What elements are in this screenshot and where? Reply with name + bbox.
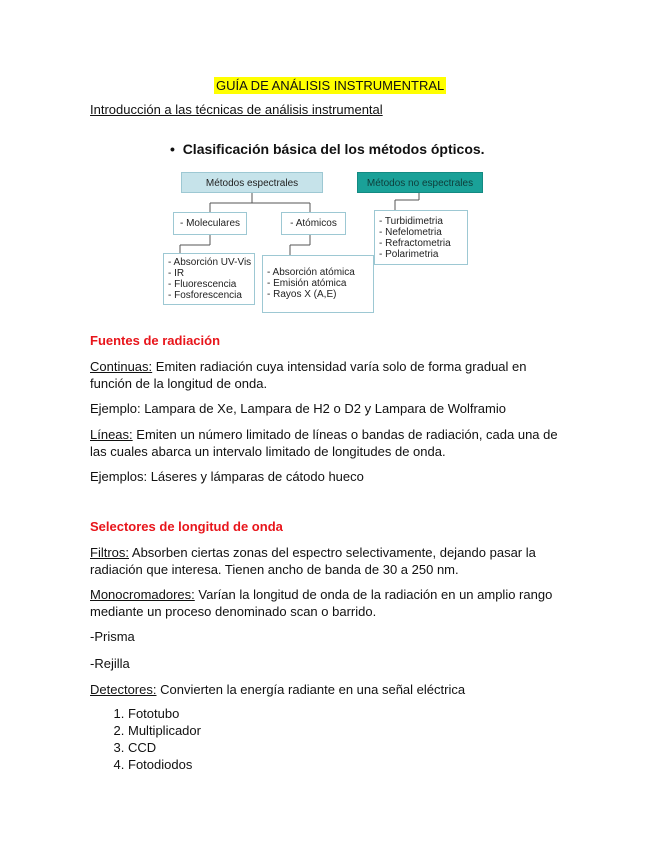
lineas-paragraph: [90, 426, 558, 460]
lineas-text-2: las cuales abarca un intervalo limitado de longitudes de onda.: [90, 444, 446, 459]
list-item: 4. Fotodiodos: [128, 756, 201, 773]
detectores-text: Convierten la energía radiante en una señal eléctrica: [156, 682, 466, 697]
diagram-title-text: Clasificación básica del los métodos ópticos.: [182, 141, 485, 157]
continuas-text-1: Emiten radiación cuya intensidad varía solo de forma gradual en: [152, 359, 527, 374]
filtros-text-2: radiación que interesa. Tienen ancho de banda de 30 a 250 nm.: [90, 562, 459, 577]
detectores-paragraph: [90, 681, 465, 698]
selectores-heading: Selectores de longitud de onda: [90, 519, 283, 534]
filtros-label: Filtros:: [90, 545, 129, 560]
bullet: •: [170, 141, 175, 157]
metodos-no-espectrales-box: Métodos no espectrales: [357, 172, 483, 193]
list-item: - Fosforescencia: [168, 290, 242, 301]
monocromadores-text-1: Varían la longitud de onda de la radiación en un amplio rango: [194, 587, 553, 602]
monocromadores-paragraph: [90, 586, 552, 620]
rejilla-item: -Rejilla: [90, 656, 130, 671]
list-item: - Turbidimetria: [379, 216, 443, 227]
list-item: - Rayos X (A,E): [267, 289, 337, 300]
ejemplo-1: Ejemplo: Lampara de Xe, Lampara de H2 o D2 y Lampara de Wolframio: [90, 401, 506, 416]
list-item: - Absorción atómica: [267, 267, 355, 278]
list-item: - Absorción UV-Vis: [168, 257, 252, 268]
atomicos-box: - Atómicos: [281, 212, 346, 235]
list-item: 2. Multiplicador: [128, 722, 201, 739]
detectores-list: [108, 705, 201, 773]
lineas-text-1: Emiten un número limitado de líneas o bandas de radiación, cada una de: [132, 427, 558, 442]
monocromadores-text-2: mediante un proceso denominado scan o barrido.: [90, 604, 377, 619]
lineas-label: Líneas:: [90, 427, 133, 442]
metodos-espectrales-box: Métodos espectrales: [181, 172, 323, 193]
list-item: - Emisión atómica: [267, 278, 347, 289]
ejemplos-2: Ejemplos: Láseres y lámparas de cátodo hueco: [90, 469, 364, 484]
no-espectrales-list: [374, 210, 468, 265]
filtros-text-1: Absorben ciertas zonas del espectro selectivamente, dejando pasar la: [129, 545, 536, 560]
list-item: - Nefelometria: [379, 227, 442, 238]
prisma-item: -Prisma: [90, 629, 135, 644]
continuas-text-2: función de la longitud de onda.: [90, 376, 268, 391]
list-item: 3. CCD: [128, 739, 201, 756]
list-item: - IR: [168, 268, 185, 279]
filtros-paragraph: [90, 544, 536, 578]
list-item: - Polarimetria: [379, 249, 439, 260]
fuentes-heading: Fuentes de radiación: [90, 333, 221, 348]
continuas-label: Continuas:: [90, 359, 153, 374]
list-item: - Refractometria: [379, 238, 451, 249]
moleculares-list: [163, 253, 255, 305]
atomicos-list: [262, 255, 374, 313]
moleculares-box: - Moleculares: [173, 212, 247, 235]
detectores-label: Detectores:: [90, 682, 157, 697]
document-title: GUÍA DE ANÁLISIS INSTRUMENTRAL: [216, 78, 445, 93]
intro-heading: Introducción a las técnicas de análisis instrumental: [90, 102, 383, 117]
continuas-paragraph: [90, 358, 526, 392]
list-item: 1. Fototubo: [128, 705, 201, 722]
list-item: - Fluorescencia: [168, 279, 237, 290]
monocromadores-label: Monocromadores:: [90, 587, 195, 602]
